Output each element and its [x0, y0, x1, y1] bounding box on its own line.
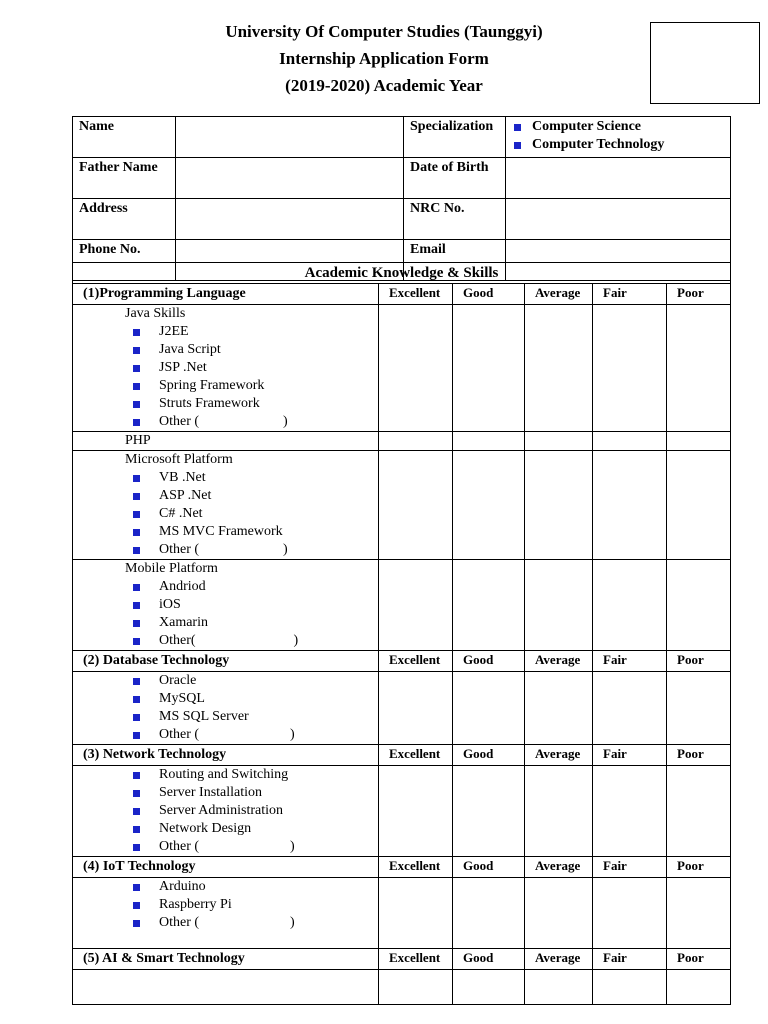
- skill-item-label: MS MVC Framework: [159, 524, 283, 539]
- rating-cell[interactable]: [379, 672, 453, 745]
- nrc-label: NRC No.: [404, 199, 506, 240]
- section-title: (2) Database Technology: [73, 651, 379, 672]
- group-name: Mobile Platform: [125, 561, 218, 576]
- rating-header: Poor: [667, 284, 731, 305]
- bullet-icon: [133, 547, 140, 554]
- rating-cell[interactable]: [379, 432, 453, 451]
- group-name: Java Skills: [125, 306, 186, 321]
- skill-item-label: Other ( ): [159, 915, 295, 930]
- rating-header: Excellent: [379, 949, 453, 970]
- rating-cell[interactable]: [453, 305, 525, 432]
- address-field[interactable]: [176, 199, 404, 240]
- rating-cell[interactable]: [453, 432, 525, 451]
- skill-item: [73, 359, 378, 377]
- bullet-icon: [133, 602, 140, 609]
- rating-cell[interactable]: [525, 672, 593, 745]
- skill-item-label: Other ( ): [159, 727, 295, 742]
- specialization-label: Specialization: [404, 117, 506, 158]
- rating-header: Average: [525, 284, 593, 305]
- skill-group-row: [73, 878, 731, 949]
- rating-header: Average: [525, 949, 593, 970]
- rating-cell[interactable]: [379, 970, 453, 1005]
- skill-group: [73, 432, 379, 451]
- skill-group: [73, 451, 379, 560]
- rating-cell[interactable]: [379, 305, 453, 432]
- skill-item: [73, 766, 378, 784]
- skill-item-label: JSP .Net: [159, 360, 207, 375]
- bullet-icon: [133, 493, 140, 500]
- group-name: PHP: [125, 433, 151, 448]
- skill-item: [73, 487, 378, 505]
- rating-header: Excellent: [379, 745, 453, 766]
- skill-item: [73, 413, 378, 431]
- rating-cell[interactable]: [593, 970, 667, 1005]
- skill-item: [73, 505, 378, 523]
- skill-item-label: Andriod: [159, 579, 206, 594]
- rating-header: Excellent: [379, 857, 453, 878]
- skill-item-label: Other ( ): [159, 542, 288, 557]
- bullet-icon: [133, 844, 140, 851]
- skill-item: [73, 341, 378, 359]
- rating-cell[interactable]: [667, 672, 731, 745]
- rating-cell[interactable]: [667, 878, 731, 949]
- rating-header: Excellent: [379, 651, 453, 672]
- skill-item: [73, 914, 378, 932]
- bullet-icon: [133, 620, 140, 627]
- skill-item: [73, 690, 378, 708]
- rating-cell[interactable]: [525, 766, 593, 857]
- bullet-icon: [133, 529, 140, 536]
- institution-title: University Of Computer Studies (Taunggyi): [225, 22, 543, 41]
- skill-item-label: Server Administration: [159, 803, 284, 818]
- skill-item-label: Network Design: [159, 821, 252, 836]
- skill-item: [73, 377, 378, 395]
- skill-group: [73, 560, 379, 651]
- bullet-icon: [133, 419, 140, 426]
- bullet-icon: [133, 678, 140, 685]
- bullet-icon: [133, 920, 140, 927]
- section-header-row: [73, 949, 731, 970]
- rating-header: Poor: [667, 949, 731, 970]
- rating-cell[interactable]: [593, 766, 667, 857]
- name-field[interactable]: [176, 117, 404, 158]
- rating-cell[interactable]: [453, 878, 525, 949]
- skill-item: [73, 323, 378, 341]
- bullet-icon: [133, 365, 140, 372]
- skill-group: [73, 766, 379, 857]
- bullet-icon: [133, 584, 140, 591]
- father-name-label: Father Name: [73, 158, 176, 199]
- bullet-icon: [133, 772, 140, 779]
- skill-item-label: J2EE: [159, 324, 189, 339]
- skill-item-label: Java Script: [159, 342, 221, 357]
- nrc-field[interactable]: [506, 199, 731, 240]
- rating-cell[interactable]: [453, 970, 525, 1005]
- skill-item-label: Server Installation: [159, 785, 263, 800]
- skill-item: [73, 469, 378, 487]
- skill-item-label: C# .Net: [159, 506, 203, 521]
- rating-cell[interactable]: [379, 560, 453, 651]
- rating-cell[interactable]: [525, 878, 593, 949]
- bullet-icon: [133, 475, 140, 482]
- section-title: (1)Programming Language: [73, 284, 379, 305]
- skill-item: [73, 838, 378, 856]
- skill-item-label: Other( ): [159, 633, 299, 648]
- rating-cell[interactable]: [379, 878, 453, 949]
- rating-header: Good: [453, 949, 525, 970]
- rating-header: Good: [453, 284, 525, 305]
- rating-cell[interactable]: [525, 432, 593, 451]
- skill-item: [73, 784, 378, 802]
- skill-item-label: MS SQL Server: [159, 709, 249, 724]
- skill-item: [73, 726, 378, 744]
- section-title: (3) Network Technology: [73, 745, 379, 766]
- skill-item-label: ASP .Net: [159, 488, 212, 503]
- skill-group-row: [73, 560, 731, 651]
- rating-cell[interactable]: [593, 305, 667, 432]
- bullet-icon: [133, 401, 140, 408]
- skill-item-label: VB .Net: [159, 470, 206, 485]
- rating-header: Average: [525, 745, 593, 766]
- rating-cell[interactable]: [453, 766, 525, 857]
- skills-title: Academic Knowledge & Skills: [73, 263, 731, 284]
- father-name-field[interactable]: [176, 158, 404, 199]
- rating-header: Poor: [667, 857, 731, 878]
- skill-group-row: [73, 305, 731, 432]
- rating-cell[interactable]: [667, 432, 731, 451]
- rating-cell[interactable]: [593, 432, 667, 451]
- bullet-icon: [133, 383, 140, 390]
- rating-cell[interactable]: [379, 766, 453, 857]
- skill-item: [73, 896, 378, 914]
- skill-item-label: Routing and Switching: [159, 767, 289, 782]
- checkbox-icon: [514, 142, 521, 149]
- section-header-row: [73, 857, 731, 878]
- spec-option-ct[interactable]: Computer Technology: [506, 136, 730, 154]
- skill-item: [73, 596, 378, 614]
- rating-cell[interactable]: [525, 451, 593, 560]
- rating-cell[interactable]: [453, 672, 525, 745]
- skill-item-label: Spring Framework: [159, 378, 265, 393]
- skill-group-row: [73, 766, 731, 857]
- bullet-icon: [133, 638, 140, 645]
- skill-item: [73, 820, 378, 838]
- bullet-icon: [133, 808, 140, 815]
- rating-header: Fair: [593, 857, 667, 878]
- specialization-options: [506, 117, 731, 158]
- checkbox-icon: [514, 124, 521, 131]
- phone-label: Phone No.: [73, 240, 176, 281]
- skill-item: [73, 578, 378, 596]
- skill-item-label: Struts Framework: [159, 396, 260, 411]
- rating-header: Good: [453, 857, 525, 878]
- skill-item: [73, 541, 378, 559]
- skill-group-row: [73, 672, 731, 745]
- rating-header: Fair: [593, 651, 667, 672]
- skill-group-row: [73, 970, 731, 1005]
- rating-header: Fair: [593, 745, 667, 766]
- section-header-row: [73, 745, 731, 766]
- skill-group: [73, 878, 379, 949]
- section-header-row: [73, 651, 731, 672]
- bullet-icon: [133, 902, 140, 909]
- skill-group-row: [73, 432, 731, 451]
- skill-group: [73, 305, 379, 432]
- skill-item: [73, 523, 378, 541]
- bullet-icon: [133, 884, 140, 891]
- section-title: (5) AI & Smart Technology: [73, 949, 379, 970]
- dob-field[interactable]: [506, 158, 731, 199]
- skill-item: [73, 878, 378, 896]
- rating-header: Fair: [593, 284, 667, 305]
- rating-header: Excellent: [379, 284, 453, 305]
- skill-item-label: Raspberry Pi: [159, 897, 232, 912]
- rating-cell[interactable]: [667, 305, 731, 432]
- spec-option-cs[interactable]: Computer Science: [506, 118, 730, 136]
- skill-group-row: [73, 451, 731, 560]
- address-label: Address: [73, 199, 176, 240]
- skills-table: [72, 262, 731, 1005]
- personal-info-table: [72, 116, 731, 281]
- rating-cell[interactable]: [667, 451, 731, 560]
- rating-header: Average: [525, 857, 593, 878]
- email-label: Email: [404, 240, 506, 281]
- form-title: Internship Application Form: [279, 49, 489, 68]
- rating-cell[interactable]: [593, 560, 667, 651]
- skill-group: [73, 672, 379, 745]
- skill-item: [73, 614, 378, 632]
- skill-group: [73, 970, 379, 1005]
- rating-cell[interactable]: [525, 305, 593, 432]
- skill-item-label: Oracle: [159, 673, 197, 688]
- skill-item-label: Arduino: [159, 879, 206, 894]
- section-header-row: [73, 284, 731, 305]
- rating-header: Poor: [667, 745, 731, 766]
- rating-cell[interactable]: [593, 878, 667, 949]
- bullet-icon: [133, 347, 140, 354]
- skill-item-label: iOS: [159, 597, 181, 612]
- bullet-icon: [133, 511, 140, 518]
- skill-item-label: Xamarin: [159, 615, 208, 630]
- name-label: Name: [73, 117, 176, 158]
- rating-cell[interactable]: [593, 672, 667, 745]
- rating-header: Average: [525, 651, 593, 672]
- rating-cell[interactable]: [453, 560, 525, 651]
- rating-cell[interactable]: [667, 970, 731, 1005]
- rating-cell[interactable]: [667, 766, 731, 857]
- dob-label: Date of Birth: [404, 158, 506, 199]
- skill-item: [73, 708, 378, 726]
- bullet-icon: [133, 826, 140, 833]
- rating-cell[interactable]: [525, 560, 593, 651]
- skill-item: [73, 395, 378, 413]
- skill-item: [73, 632, 378, 650]
- skill-item-label: Other ( ): [159, 839, 295, 854]
- skill-item: [73, 672, 378, 690]
- bullet-icon: [133, 696, 140, 703]
- rating-header: Poor: [667, 651, 731, 672]
- rating-header: Good: [453, 745, 525, 766]
- skill-item-label: MySQL: [159, 691, 205, 706]
- bullet-icon: [133, 329, 140, 336]
- rating-header: Good: [453, 651, 525, 672]
- bullet-icon: [133, 790, 140, 797]
- section-title: (4) IoT Technology: [73, 857, 379, 878]
- rating-cell[interactable]: [453, 451, 525, 560]
- group-name: Microsoft Platform: [125, 452, 233, 467]
- rating-cell[interactable]: [525, 970, 593, 1005]
- rating-header: Fair: [593, 949, 667, 970]
- bullet-icon: [133, 732, 140, 739]
- skill-item-label: Other ( ): [159, 414, 288, 429]
- rating-cell[interactable]: [379, 451, 453, 560]
- rating-cell[interactable]: [667, 560, 731, 651]
- rating-cell[interactable]: [593, 451, 667, 560]
- bullet-icon: [133, 714, 140, 721]
- skill-item: [73, 802, 378, 820]
- photo-box[interactable]: [650, 22, 760, 104]
- academic-year: (2019-2020) Academic Year: [285, 76, 483, 95]
